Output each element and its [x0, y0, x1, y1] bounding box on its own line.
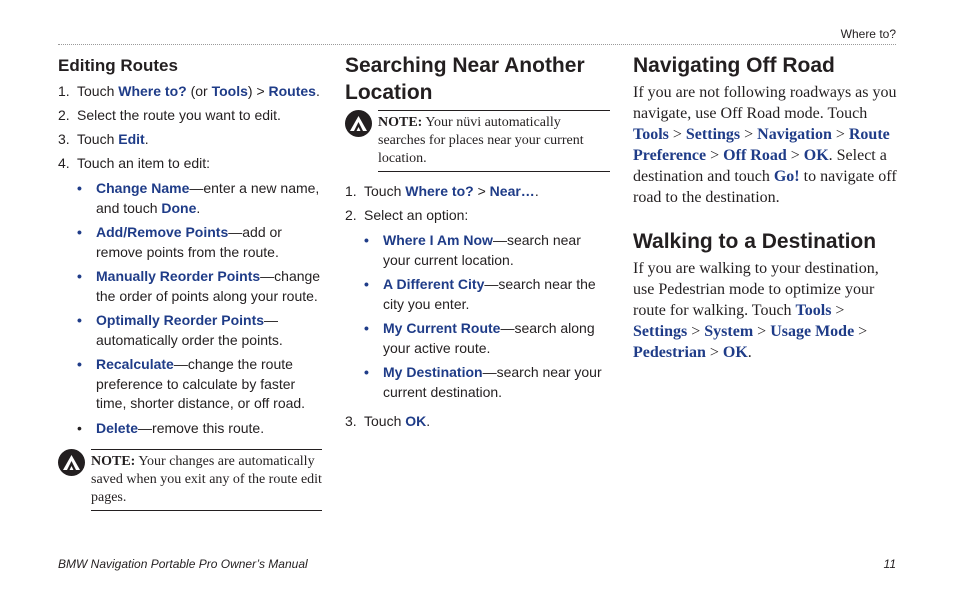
note-nuvi-search: [345, 110, 610, 172]
search-options: [364, 231, 610, 402]
text-run: —enter a new name, and touch: [96, 180, 320, 216]
text-run: .: [747, 344, 752, 361]
text-run: —search along your active route.: [383, 320, 595, 356]
keyword: Edit: [118, 131, 145, 147]
text-run: Touch: [77, 131, 119, 147]
text-run: . Select a destination and touch: [633, 147, 887, 185]
option-optimally-reorder: • Optimally Reorder Points—automatically order the points.: [77, 312, 283, 348]
keyword: Done: [161, 199, 197, 216]
text-run: If you are not following roadways as you navigate, use Off Road mode. Touch: [633, 84, 897, 122]
keyword: Where to?: [405, 183, 474, 199]
keyword: Settings: [685, 126, 741, 143]
heading-navigating-off-road: Navigating Off Road: [633, 54, 835, 77]
keyword: Optimally Reorder Points: [96, 312, 265, 328]
option-delete: • Delete—remove this route.: [77, 419, 265, 436]
keyword: Where I Am Now: [383, 232, 493, 248]
text-run: —search near the city you enter.: [383, 276, 596, 312]
keyword: OK: [803, 147, 829, 164]
text-run: Select an option:: [364, 207, 469, 223]
keyword: Tools: [795, 302, 832, 319]
option-my-destination: • My Destination—search near your current destination.: [364, 364, 602, 400]
keyword: OK: [405, 413, 427, 429]
text-run: —change the route preference to calculate by faster time, shorter distance, or off road.: [96, 356, 306, 411]
text-run: .: [315, 83, 320, 99]
column-searching-near: [345, 52, 610, 436]
option-different-city: • A Different City—search near the city you enter.: [364, 276, 596, 312]
step-3: 3. Touch Edit.: [58, 131, 149, 147]
note-text: NOTE: Your nüvi automatically searches for places near your current location.: [378, 110, 610, 172]
text-run: —search near your current location.: [383, 232, 581, 268]
text-run: >: [786, 147, 804, 164]
text-run: Touch: [364, 183, 406, 199]
text-run: Touch: [364, 413, 406, 429]
keyword: Off Road: [723, 147, 787, 164]
keyword: My Destination: [383, 364, 483, 380]
option-recalculate: • Recalculate—change the route preference to calculate by faster time, shorter distance, or off road.: [77, 356, 306, 411]
note-icon: [58, 449, 85, 476]
keyword: Navigation: [757, 126, 832, 143]
keyword: Settings: [633, 323, 688, 340]
keyword: Recalculate: [96, 356, 174, 372]
keyword: Routes: [268, 83, 316, 99]
note-changes-saved: [58, 449, 322, 511]
text-run: >: [740, 126, 758, 143]
note-text: NOTE: Your changes are automatically saved when you exit any of the route edit pages.: [91, 449, 322, 511]
header-rule: [58, 44, 896, 45]
page-number: 11: [883, 557, 896, 571]
text-run: —add or remove points from the route.: [96, 224, 282, 260]
step-2: 2. Select an option: • Where I Am Now—search near your current location. • A Different City—search near the city you enter. • My Current Route—search along your active route. • My Destination—search near your current destination.: [345, 206, 610, 407]
keyword: Usage Mode: [770, 323, 855, 340]
keyword: A Different City: [383, 276, 485, 292]
step-4: 4. Touch an item to edit: • Change Name—enter a new name, and touch Done. • Add/Remove Points—add or remove points from the route. • Manually Reorder Points—change the order of points along your route. • Optimally Reorder Points—automatically order the points. • Recalculate—change the route preference to calculate by faster time, shorter distance, or off road. • Delete—remove this route.: [58, 154, 322, 443]
text-run: .: [426, 413, 431, 429]
note-icon: [345, 110, 372, 137]
keyword: Add/Remove Points: [96, 224, 229, 240]
text-run: —change the order of points along your route.: [96, 268, 321, 304]
text-run: .: [534, 183, 539, 199]
keyword: Delete: [96, 419, 139, 436]
option-change-name: • Change Name—enter a new name, and touch Done.: [77, 180, 320, 216]
text-run: Select the route you want to edit.: [77, 107, 281, 123]
keyword: OK: [722, 344, 748, 361]
text-run: >: [706, 147, 724, 164]
text-run: —automatically order the points.: [96, 312, 283, 348]
option-add-remove-points: • Add/Remove Points—add or remove points from the route.: [77, 224, 282, 260]
text-run: to navigate off road to the destination.: [633, 168, 897, 206]
option-current-route: • My Current Route—search along your active route.: [364, 320, 595, 356]
text-run: >: [753, 323, 771, 340]
keyword: Tools: [633, 126, 669, 143]
text-run: ) >: [247, 83, 269, 99]
option-manually-reorder: • Manually Reorder Points—change the order of points along your route.: [77, 268, 321, 304]
text-run: >: [473, 183, 490, 199]
text-run: —remove this route.: [138, 419, 265, 436]
footer-manual-title: BMW Navigation Portable Pro Owner’s Manual: [58, 557, 308, 571]
keyword: Route Preference: [633, 126, 890, 164]
column-editing-routes: [58, 52, 322, 511]
text-run: Touch an item to edit:: [77, 155, 211, 171]
text-run: Touch: [77, 83, 119, 99]
keyword: Go!: [773, 168, 800, 185]
column-off-road-walking: [633, 52, 897, 363]
editing-steps: [58, 82, 322, 443]
heading-editing-routes: Editing Routes: [58, 56, 178, 75]
text-run: .: [196, 199, 201, 216]
text-run: >: [668, 126, 686, 143]
paragraph-walking: [633, 258, 897, 363]
text-run: If you are walking to your destination, use Pedestrian mode to optimize your route for walking. Touch: [633, 260, 879, 319]
keyword: Pedestrian: [633, 344, 706, 361]
edit-options: [77, 179, 322, 438]
search-steps: [345, 182, 610, 431]
step-2: 2. Select the route you want to edit.: [58, 107, 281, 123]
step-1: 1. Touch Where to? > Near….: [345, 183, 539, 199]
keyword: System: [704, 323, 754, 340]
paragraph-off-road: [633, 82, 897, 208]
text-run: >: [687, 323, 705, 340]
keyword: Near…: [489, 183, 535, 199]
keyword: My Current Route: [383, 320, 501, 336]
keyword: Where to?: [118, 83, 187, 99]
step-1: 1. Touch Where to? (or Tools) > Routes.: [58, 83, 320, 99]
text-run: .: [144, 131, 149, 147]
keyword: Manually Reorder Points: [96, 268, 261, 284]
text-run: —search near your current destination.: [383, 364, 602, 400]
text-run: (or: [186, 83, 212, 99]
option-where-i-am-now: • Where I Am Now—search near your current location.: [364, 232, 581, 268]
keyword: Change Name: [96, 180, 190, 196]
keyword: Tools: [211, 83, 248, 99]
text-run: >: [705, 344, 723, 361]
text-run: >: [831, 126, 849, 143]
text-run: >: [854, 323, 868, 340]
heading-searching-near: Searching Near Another Location: [345, 54, 585, 104]
running-head: Where to?: [840, 27, 896, 41]
step-3: 3. Touch OK.: [345, 413, 431, 429]
heading-walking-destination: Walking to a Destination: [633, 230, 877, 253]
text-run: >: [831, 302, 845, 319]
